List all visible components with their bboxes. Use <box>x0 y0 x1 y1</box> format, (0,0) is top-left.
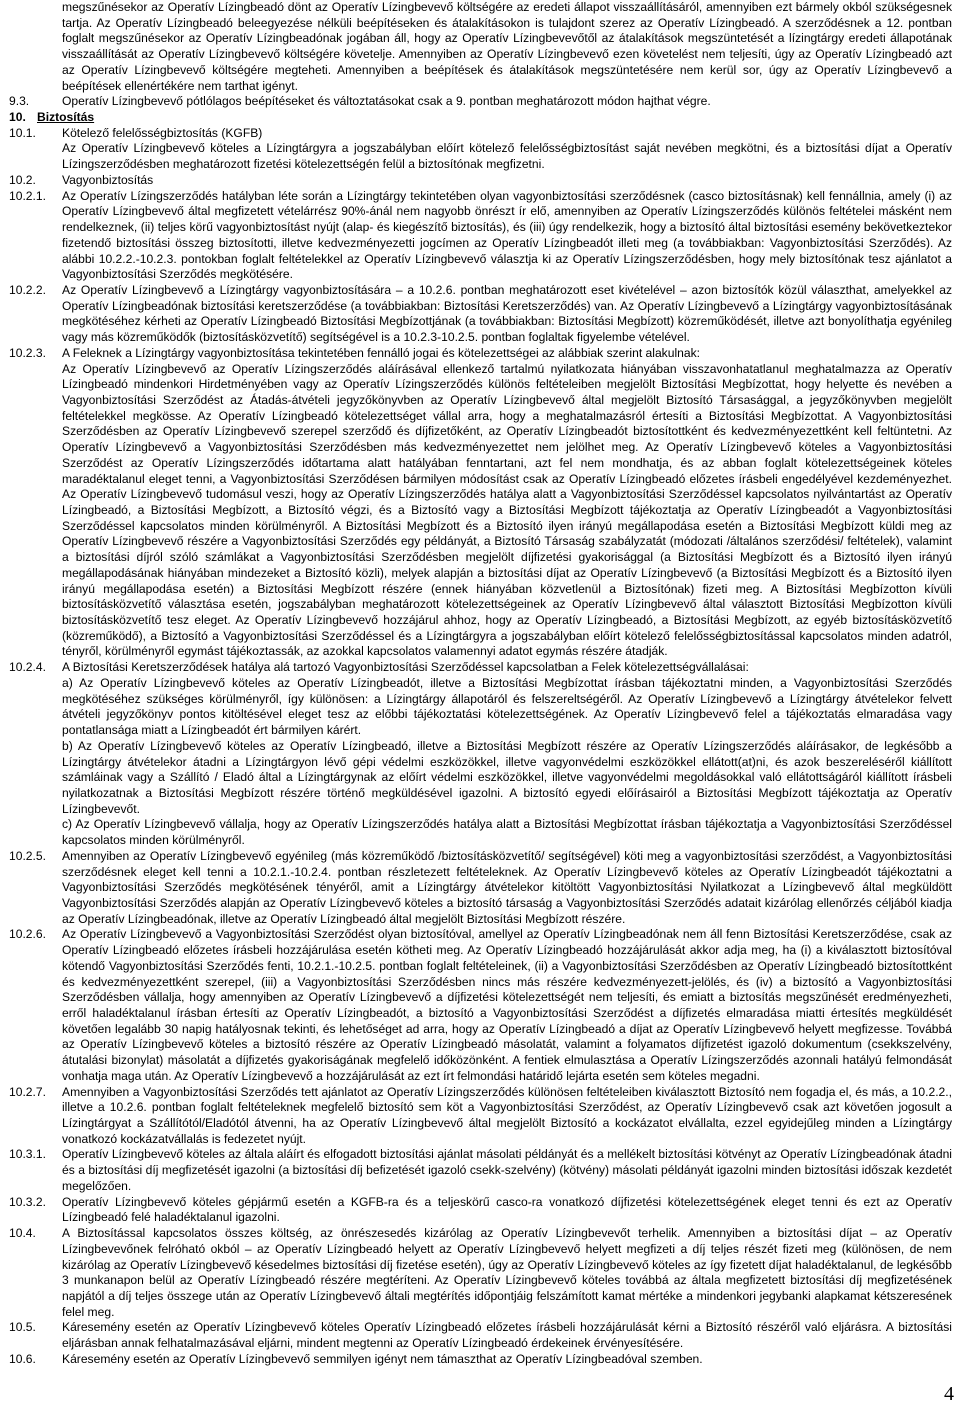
clause-intro: A Feleknek a Lízingtárgy vagyonbiztosítása tekintetében fennálló jogai és kötelezettségei az alábbiak szerint alakulnak: <box>62 345 701 360</box>
clause-number: 10.2.3. <box>9 345 46 360</box>
list-item-a: a) Az Operatív Lízingbevevő köteles az Operatív Lízingbeadót, illetve a Biztosítási Megbízottat írásban tájékoztatni minden, a Vagyonbiztosítási Szerződés megkötéséhez szükséges körülményről, így különösen: a Lízingtárgy állapotáról és felszereltségéről. Az Operatív Lízingbevevő a Lízingtárgy átvételekor felvett átvételi jegyzőkönyv pontos kitöltésével eleget tesz az előbbi tájékoztatási kötelezettségének. Az Operatív Lízingbevevő felel a tájékoztatás elmaradása vagy pontatlansága miatt a Lízingbeadót ért bármilyen kárért. <box>62 675 952 738</box>
clause-number: 9.3. <box>9 94 30 109</box>
clause-10-3-2 <box>9 1195 952 1226</box>
clause-number: 10.1. <box>9 125 36 140</box>
clause-10-5 <box>9 1320 952 1351</box>
clause-text: Az Operatív Lízingbevevő a Lízingtárgy vagyonbiztosítására – a 10.2.6. pontban meghatározott eset kivételével – azon biztosítók közül választhat, amelyekkel az Operatív Lízingbeadónak biztosítási keretszerződése (a továbbiakban: Biztosítási Keretszerződés) van. Az Operatív Lízingbevevő a Lízingtárgy vagyonbiztosításának megkötéséhez kérheti az Operatív Lízingbeadó Biztosítási Megbízottjának (a továbbiakban: Biztosítási Megbízott) közreműködését, illetve azt bonyolíthatja egyénileg vagy más közreműködők (biztosításközvetítő) segítségével is a 10.2.3-10.2.5. pontban foglaltak figyelembe vételével. <box>62 282 952 345</box>
clause-text: Káresemény esetén az Operatív Lízingbevevő semmilyen igényt nem támaszthat az Operatív Lízingbeadóval szemben. <box>62 1351 703 1366</box>
clause-title: Kötelező felelősségbiztosítás (KGFB) <box>62 125 263 140</box>
clause-title: Vagyonbiztosítás <box>62 172 154 187</box>
clause-text: Káresemény esetén az Operatív Lízingbevevő köteles Operatív Lízingbeadó előzetes írásbeli hozzájárulását kérni a Biztosító részéről való eljárásra. A biztosítási eljárásban annak felhatalmazásával eljárni, mindent megtenni az Operatív Lízingbeadó érdekeinek érvényesítésére. <box>62 1320 952 1351</box>
clause-10-2-1 <box>9 189 952 283</box>
clause-number: 10.2.2. <box>9 282 46 297</box>
clause-10-6 <box>9 1352 952 1368</box>
clause-number: 10.3.2. <box>9 1194 46 1209</box>
page-number: 4 <box>944 1383 954 1405</box>
clause-text: Amennyiben az Operatív Lízingbevevő egyénileg (más közreműködő /biztosításközvetítő/ segítségével) köti meg a vagyonbiztosítási szerződést, a Vagyonbiztosítási szerződésnek eleget kell tenni a 10.2.1.-10.2.4. pontban részletezett feltételeknek. Az Operatív Lízingbevevő köteles az Operatív Lízingbeadót tájékoztatni a Vagyonbiztosítási Szerződés megkötésének tényéről, amit a Lízingtárgy átvételekor kitöltött Vagyonbiztosítási Nyilatkozat a Lízingbevevő által megküldött Vagyonbiztosítási Szerződés alapján az Operatív Lízingbevevő köteles a biztosító társaság a Vagyonbiztosítási Szerződés adatait kizárólag ellenőrzés céljából kiadja az Operatív Lízingbeadónak, illetve az Operatív Lízingbeadó által megjelölt Biztosítási Megbízott részére. <box>62 848 952 926</box>
clause-text: Az Operatív Lízingbevevő az Operatív Lízingszerződés aláírásával ellenkező tartalmú nyilatkozata hiányában visszavonhatatlanul meghatalmazza az Operatív Lízingbeadó mindenkori Hirdetményében vagy az Operatív Lízingszerződés különös feltételeiben megjelölt Biztosítási Megbízottat, hogy helyette és nevében a Vagyonbiztosítási Szerződést az Átadás-átvételi jegyzőkönyvben az Operatív Lízingbevevő által megjelölt Biztosító Társasággal, a jegyzőkönyvben megjelölt feltételekkel megkösse. Az Operatív Lízingbeadó kötelezettséget vállal arra, hogy a meghatalmazásról értesíti a Biztosítási Megbízottat. A Vagyonbiztosítási Szerződésben az Operatív Lízingbevevő szerepel szerződő és díjfizetőként, az Operatív Lízingbeadót biztosítottként és kedvezményezettként kell feltüntetni. Az Operatív Lízingbevevő a Vagyonbiztosítási Szerződésben más kedvezményezettet nem jelölhet meg. Az Operatív Lízingbevevő köteles a Vagyonbiztosítási Szerződést az Operatív Lízingszerződés időtartama alatt hatályában fenntartani, azt fel nem mondhatja, és az abban foglalt kötelezettségeinek köteles maradéktalanul eleget tenni, a Vagyonbiztosítási Szerződésen bármilyen módosítást csak az Operatív Lízingbeadó előzetes írásbeli engedélyével kezdeményezhet. Az Operatív Lízingbevevő tudomásul veszi, hogy az Operatív Lízingszerződés hatálya alatt a Vagyonbiztosítási Szerződéssel kapcsolatos nyilvántartást az Operatív Lízingbeadó, a Biztosítási Megbízott, a Biztosító végzi, és a Biztosító vagy a Biztosítási Megbízott tájékoztatja az Operatív Lízingbeadót a Vagyonbiztosítási Szerződéssel kapcsolatos minden körülményről. A Biztosítási Megbízott és a Biztosító ilyen irányú megállapodása esetén a Biztosítási Megbízott küldi meg az Operatív Lízingbevevő részére a Vagyonbiztosítási Szerződés egy példányát, a Biztosító Társaság szabályzatát (módozati /általános szerződési/ feltételek), valamint a biztosítási díjról szóló számlákat a Vagyonbiztosítási Szerződésben megjelölt díjfizetési gyakorisággal (a Biztosítási Megbízott és a Biztosító ilyen irányú megállapodásának hiányában mindezeket a Biztosító közli), melyek alapján a biztosítási díjat az Operatív Lízingbevevő (a Biztosítási Megbízott és a Biztosító ilyen irányú megállapodása esetén) a Biztosítási Megbízott részére (ennek hiányában közvetlenül a Biztosítónak) fizeti meg. A Biztosítási Megbízotton kívüli biztosításközvetítő választása esetén, jogszabályban meghatározott kötelezettségeinek az Operatív Lízingbevevő által választott Biztosítási Megbízotton kívüli biztosításközvetítő tesz eleget. Az Operatív Lízingbevevő hozzájárul ahhoz, hogy az Operatív Lízingbeadó, a Biztosítási Megbízott, az egyéb biztosításközvetítő (közreműködő), a Biztosító a Vagyonbiztosítási Szerződéssel és a Lízingtárgyra a jogszabályban előírt kötelező felelősségbiztosítással kapcsolatos minden adatról, tényről, körülményről egymást tájékoztassák, az azokkal kapcsolatos valamennyi adatot egymás részére átadják. <box>62 361 952 659</box>
clause-number: 10.3.1. <box>9 1147 46 1162</box>
section-number: 10. <box>9 110 26 125</box>
clause-10-1 <box>9 126 952 173</box>
clause-number: 10.5. <box>9 1320 36 1335</box>
list-item-c: c) Az Operatív Lízingbevevő vállalja, hogy az Operatív Lízingszerződés hatálya alatt a Biztosítási Megbízottat írásban tájékoztatja a Vagyonbiztosítási Szerződéssel kapcsolatos minden körülményről. <box>62 817 952 848</box>
lead-paragraph: megszűnésekor az Operatív Lízingbeadó dönt az Operatív Lízingbevevő költségére az eredeti állapot visszaállításáról, amennyiben ezt bármely okból szükségesnek tartja. Az Operatív Lízingbeadó beleegyezése nélküli beépítéseken és átalakításokon is tulajdont szerez az Operatív Lízingbeadó. A szerződésnek a 12. pontban foglalt megszűnésekor az Operatív Lízingbeadónak jogában áll, hogy az Operatív Lízingbevevőtől az átalakítások megszüntetését a lízingtárgy eredeti állapotának visszaállítását az Operatív Lízingbevevő költségére követelje. Amennyiben az Operatív Lízingbevevő ezen követelést nem teljesíti, úgy az Operatív Lízingbeadó azt az Operatív Lízingbevevő költségére megteheti. Amennyiben a beépítések és átalakítások megszüntetésére nem kerül sor, úgy az Operatív Lízingbevevő a beépítések ellenértékére nem tarthat igényt. <box>62 0 952 93</box>
clause-text: A Biztosítással kapcsolatos összes költség, az önrészesedés kizárólag az Operatív Lízingbevevőt terhelik. Amennyiben a biztosítási díjat – az Operatív Lízingbevevőnek felróható okból – az Operatív Lízingbeadó helyett az Operatív Lízingbevevő helyett megfizeti a díj teljes részét fizeti meg (különösen, de nem kizárólag az Operatív Lízingbevevő késedelmes biztosítási díj fizetése esetén), úgy az Operatív Lízingbevevő köteles az így fizetett díjat haladéktalanul, de legkésőbb 3 munkanapon belül az Operatív Lízingbeadó részére megtéríteni. Az Operatív Lízingbevevő köteles továbbá az általa megfizetett biztosítási díj megfizetésének napjától a díj teljes összege után az Operatív Lízingbevevő általi megtérítés időpontjáig felszámított kamat mértéke a mindenkori jegybanki alapkamat kétszeresének felel meg. <box>62 1226 952 1319</box>
lead-paragraph-row <box>9 0 952 94</box>
clause-number: 10.2.1. <box>9 188 46 203</box>
clause-number: 10.6. <box>9 1351 36 1366</box>
clause-10-2-7 <box>9 1085 952 1148</box>
clause-10-2 <box>9 173 952 189</box>
clause-10-4 <box>9 1226 952 1320</box>
clause-10-2-6 <box>9 927 952 1084</box>
clause-10-2-5 <box>9 849 952 928</box>
clause-10-2-3 <box>9 346 952 660</box>
clause-number: 10.2.6. <box>9 927 46 942</box>
clause-text: Operatív Lízingbevevő köteles az általa aláírt és elfogadott biztosítási ajánlat másolati példányát és a mellékelt biztosítási kötvényt az Operatív Lízingbeadónak átadni és a biztosítási díj megfizetését igazolni (a biztosítási díj befizetését igazoló csekk-szelvény) (kötvény) másolati példányát igazolni minden biztosítási időszak kezdetét megelőzően. <box>62 1147 952 1193</box>
clause-number: 10.2. <box>9 172 36 187</box>
section-10-heading <box>9 110 952 126</box>
clause-text: Az Operatív Lízingbevevő a Vagyonbiztosítási Szerződést olyan biztosítóval, amellyel az Operatív Lízingbeadónak nem áll fenn Biztosítási Keretszerződése, csak az Operatív Lízingbeadó előzetes írásbeli hozzájárulása esetén kötheti meg. Az Operatív Lízingbeadó hozzájárulását akkor adja meg, ha (i) a kiválasztott biztosítóval kötendő Vagyonbiztosítási Szerződés fenti, 10.2.1.-10.2.5. pontban foglalt feltételeinek, (ii) a Vagyonbiztosítási Szerződésben az Operatív Lízingbeadó biztosítottként és kedvezményezettként szerepel, (iii) a Vagyonbiztosítási Szerződésben nincs más részére kedvezményezett-jelölés, és (iv) a biztosító a Vagyonbiztosítási Szerződésben vállalja, hogy amennyiben az Operatív Lízingbevevő a díjfizetési kötelezettségét nem teljesíti, és emiatt a biztosítás megszűnését eredményezheti, erről haladéktalanul írásban értesíti az Operatív Lízingbeadót, a biztosító a Vagyonbiztosítási Szerződést a díjfizetés elmaradása miatti értesítés megküldését követően legalább 30 napig hatályosnak tekinti, és lehetőséget ad arra, hogy az Operatív Lízingbeadó a díjat az Operatív Lízingbevevő helyett megfizesse. Továbbá az Operatív Lízingbevevő köteles a biztosító részére az Operatív Lízingbeadó másolatát, valamint a folyamatos díjfizetést igazoló dokumentum (csekkszelvény, átutalási bizonylat) másolatát a díjfizetés gyakoriságának megfelelő időközönként. A fentiek elmulasztása a Operatív Lízingszerződés azonnali hatályú felmondását vonhatja maga után. Az Operatív Lízingbevevő a hozzájárulását az ezt írt felmondási határidő lejárta esetén sem köteles megadni. <box>62 927 952 1083</box>
clause-text: Az Operatív Lízingszerződés hatályban léte során a Lízingtárgy tekintetében olyan vagyonbiztosítási szerződésnek (casco biztosításnak) kell fennállnia, amely (i) az Operatív Lízingbevevő által megfizetett vételárrész 90%-ánál nem nagyobb önrészt ír elő, amennyiben az Operatív Lízingszerződés különös feltételei másként nem rendelkeznek, (ii) teljes körű vagyonbiztosítást nyújt (alap- és kiegészítő biztosítás), és (iii) úgy rendelkezik, hogy a biztosító által biztosítási esemény bekövetkeztekor fizetendő biztosítási összeg biztosítotti, illetve kedvezményezetti jogcímen az Operatív Lízingbeadót illeti meg (a továbbiakban: Vagyonbiztosítási Szerződés). Az alábbi 10.2.2.-10.2.3. pontokban foglalt feltételekkel az Operatív Lízingbevevő választja ki az Operatív Lízingszerződésben, hogy mely biztosítónak tesz ajánlatot a Vagyonbiztosítási Szerződés megkötésére. <box>62 188 952 282</box>
section-title: Biztosítás <box>37 110 95 125</box>
list-item-b: b) Az Operatív Lízingbevevő köteles az Operatív Lízingbeadó, illetve a Biztosítási Megbízott részére az Operatív Lízingszerződés aláírásakor, de legkésőbb a Lízingtárgy átvételekor átadni a Lízingtárgyon lévő gépi védelmi eszközökkel, illetve vagyonvédelmi eszközökkel ellátott(at)ni, és azok beszereléséről kiállított számláinak vagy a Szállító / Eladó által a Lízingtárgynak az előírt védelmi eszközökkel, illetve vagyonvédelmi megoldásokkal való ellátottságáról kiállított írásbeli nyilatkozatnak a Biztosítási Megbízott részére történő megküldésével igazolni. A biztosító egyedi előírásairól a Biztosítási Megbízott tájékoztatja az Operatív Lízingbevevőt. <box>62 738 952 816</box>
clause-text: Az Operatív Lízingbevevő köteles a Lízingtárgyra a jogszabályban előírt kötelező felelősségbiztosítást saját nevében megkötni, és a biztosítási díjat a Operatív Lízingszerződésben meghatározott fizetési kötelezettségén felül a biztosítónak megfizetni. <box>62 141 952 172</box>
clause-text: Operatív Lízingbevevő pótlólagos beépítéseket és változtatásokat csak a 9. pontban meghatározott módon hajthat végre. <box>62 94 711 109</box>
clause-9-3 <box>9 94 952 110</box>
clause-10-2-4 <box>9 660 952 849</box>
clause-number: 10.2.4. <box>9 660 46 675</box>
clause-number: 10.2.7. <box>9 1084 46 1099</box>
clause-text: Operatív Lízingbevevő köteles gépjármű esetén a KGFB-ra és a teljeskörű casco-ra vonatkozó díjfizetési kötelezettségének eleget tenni és ezt az Operatív Lízingbeadó felé haladéktalanul igazolni. <box>62 1194 952 1225</box>
clause-text: Amennyiben a Vagyonbiztosítási Szerződés tett ajánlatot az Operatív Lízingszerződés különösen feltételeiben kiválasztott Biztosító nem fogadja el, és más, a 10.2.2., illetve a 10.2.6. pontban foglalt feltételeknek megfelelő biztosító sem köt a Vagyonbiztosítási Szerződést, az Operatív Lízingbevevő csak azt követően jogosult a Lízingtárgyat a Szállítótól/Eladótól átvenni, ha az Operatív Lízingbevevő által megjelölt Biztosító a kockázatot elvállalta, ezzel egyidejűleg minden a Lízingtárgy vonatkozó kockázatvállalás is fedezetet nyújt. <box>62 1084 952 1146</box>
clause-intro: A Biztosítási Keretszerződések hatálya alá tartozó Vagyonbiztosítási Szerződéssel kapcsolatban a Felek kötelezettségvállalásai: <box>62 660 749 675</box>
clause-number: 10.2.5. <box>9 848 46 863</box>
clause-10-3-1 <box>9 1147 952 1194</box>
document-body <box>9 0 952 1368</box>
clause-number: 10.4. <box>9 1226 36 1241</box>
clause-10-2-2 <box>9 283 952 346</box>
